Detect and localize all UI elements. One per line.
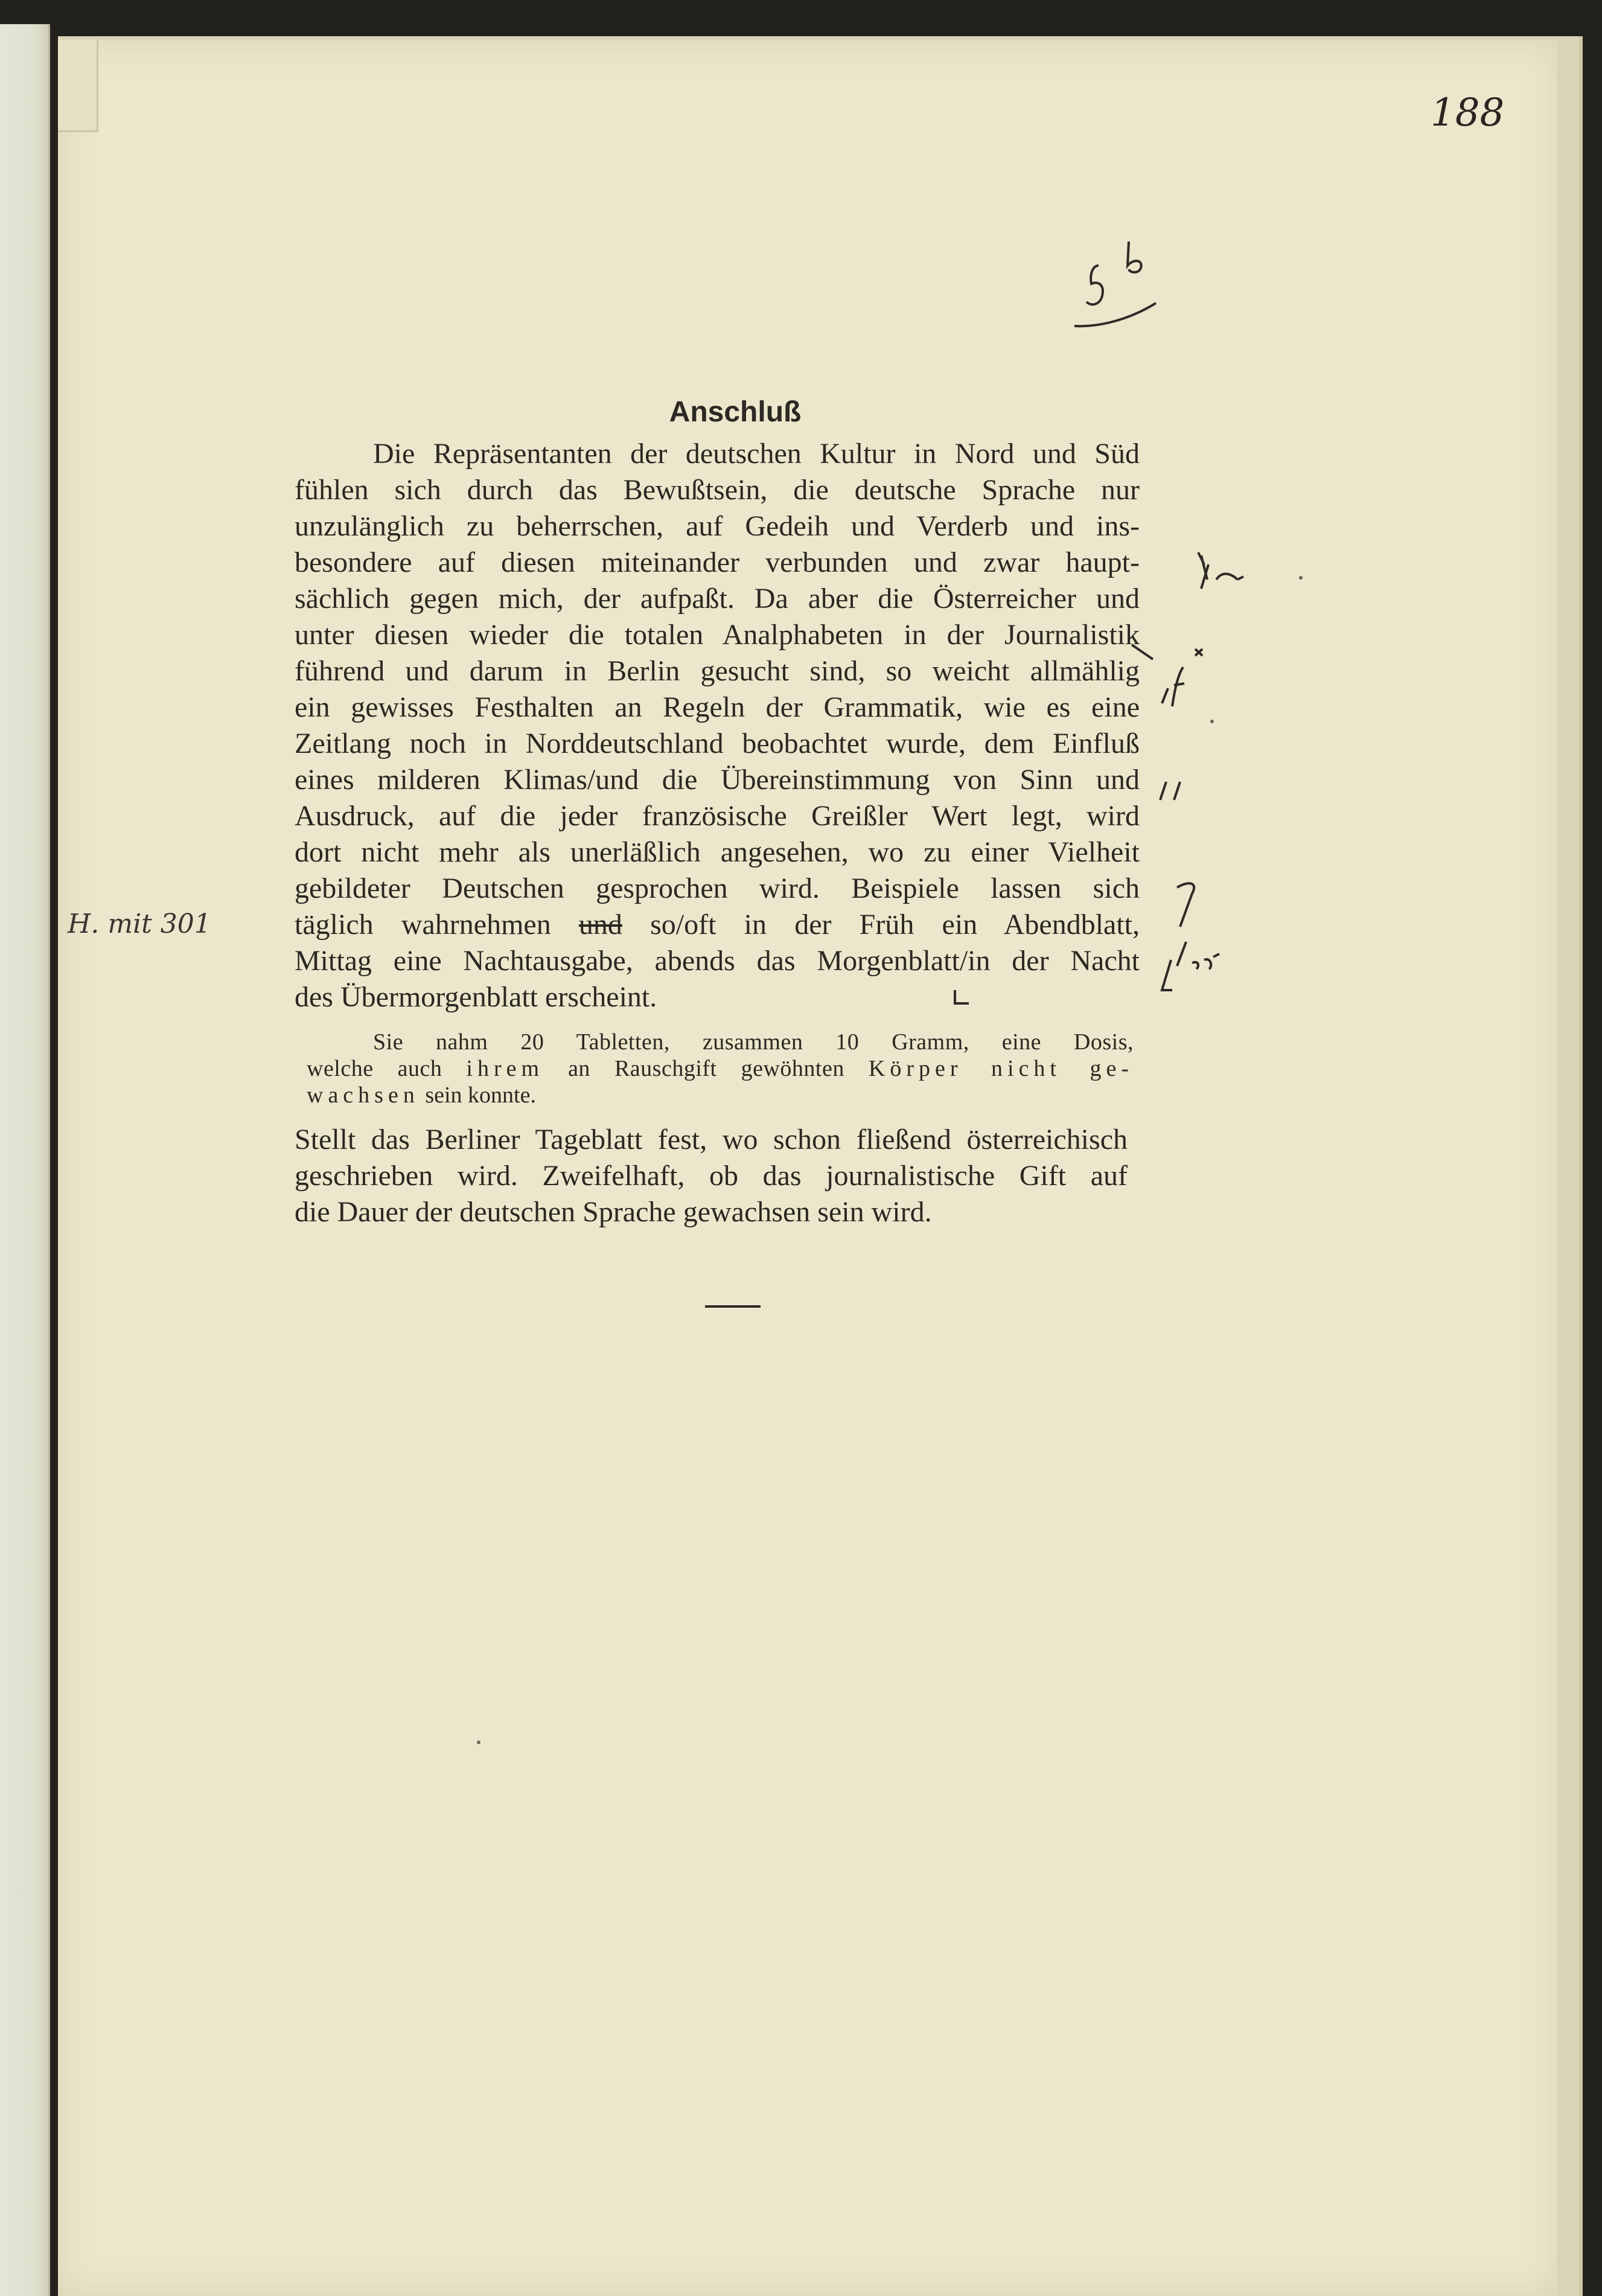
document-body: [295, 395, 1140, 1230]
folio-number: 188: [1431, 91, 1505, 135]
end-rule: [705, 1305, 761, 1308]
text-line: führend und darum in Berlin gesucht sind, so weicht allmählig: [295, 655, 1140, 687]
text-fragment: so/oft in der Früh ein Abendblatt,: [650, 909, 1140, 941]
text-line: Mittag eine Nachtausgabe, abends das Morgenblatt/in der Nacht: [295, 945, 1140, 977]
text-line: ein gewisses Festhalten an Regeln der Grammatik, wie es eine: [295, 691, 1140, 723]
text-line: geschrieben wird. Zweifelhaft, ob das journalistische Gift auf: [295, 1160, 1128, 1192]
text-line: sächlich gegen mich, der aufpaßt. Da aber die Österreicher und: [295, 583, 1140, 615]
text-line: Ausdruck, auf die jeder französische Greißler Wert legt, wird: [295, 800, 1140, 832]
ink-dot: [1299, 576, 1303, 580]
quote-line: Sie nahm 20 Tabletten, zusammen 10 Gramm, eine Dosis,: [373, 1029, 1134, 1055]
quote-emphasis: ihrem: [466, 1056, 544, 1081]
text-line: fühlen sich durch das Bewußtsein, die deutsche Sprache nur: [295, 474, 1140, 506]
document-title: Anschluß: [669, 396, 802, 428]
closing-paragraph: [295, 1122, 1128, 1230]
facing-page-edge: [0, 24, 50, 2296]
pencil-mark-5b: [1062, 229, 1171, 344]
ink-dot: [1210, 720, 1214, 723]
text-line: gebildeter Deutschen gesprochen wird. Beispiele lassen sich: [295, 872, 1140, 904]
page-corner-fold: [58, 40, 98, 132]
text-line: die Dauer der deutschen Sprache gewachsen sein wird.: [295, 1196, 932, 1228]
text-line: des Übermorgenblatt erscheint.: [295, 981, 657, 1013]
quote-fragment: sein konnte.: [425, 1082, 536, 1108]
text-line: Zeitlang noch in Norddeutschland beobachtet wurde, dem Einfluß: [295, 727, 1140, 759]
text-line: Stellt das Berliner Tageblatt fest, wo schon fließend österreichisch: [295, 1124, 1128, 1156]
quote-fragment: an Rauschgift gewöhnten: [568, 1056, 844, 1081]
text-line-with-strike: [295, 907, 1140, 943]
margin-note-left: H. mit 301: [68, 909, 211, 939]
quote-line: [307, 1055, 1134, 1082]
text-line: dort nicht mehr als unerläßlich angesehen, wo zu einer Vielheit: [295, 836, 1140, 868]
quoted-passage: [295, 1029, 1134, 1108]
text-line: unzulänglich zu beherrschen, auf Gedeih und Verderb und ins-: [295, 510, 1140, 542]
text-line: besondere auf diesen miteinander verbunden und zwar haupt-: [295, 546, 1140, 578]
quote-fragment: welche auch: [307, 1056, 442, 1081]
text-fragment: täglich wahrnehmen: [295, 909, 551, 941]
text-line: unter diesen wieder die totalen Analphabeten in der Journalistik: [295, 619, 1140, 651]
quote-line: [307, 1082, 536, 1108]
text-line: eines milderen Klimas/und die Übereinstimmung von Sinn und: [295, 764, 1140, 796]
quote-emphasis: wachsen: [307, 1082, 420, 1108]
ink-dot: [477, 1741, 480, 1744]
struck-word: und: [578, 909, 622, 941]
text-line: Die Repräsentanten der deutschen Kultur in Nord und Süd: [373, 438, 1140, 470]
main-paragraph: [295, 436, 1140, 1015]
quote-emphasis: Körper nicht ge-: [868, 1056, 1134, 1081]
